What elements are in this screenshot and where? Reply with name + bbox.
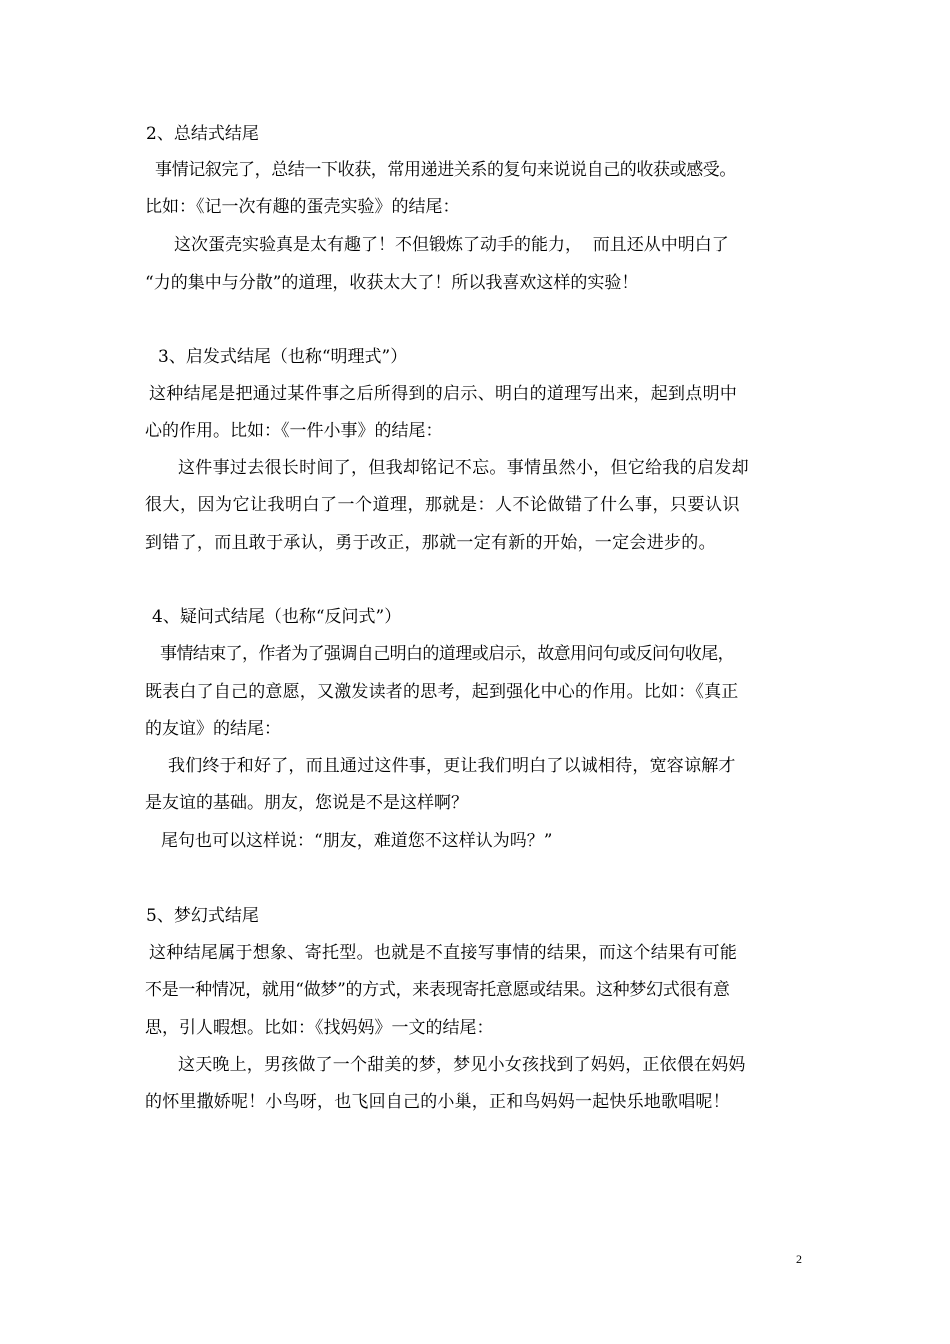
section-heading-dream: 5、梦幻式结尾 (146, 906, 259, 926)
section-heading-question: 4、疑问式结尾（也称“反问式”） (152, 607, 402, 627)
section-inspiration-example-line: 到错了，而且敢于承认，勇于改正，那就一定有新的开始，一定会进步的。 (145, 533, 716, 553)
section-summary-example-line: 这次蛋壳实验真是太有趣了！不但锻炼了动手的能力， 而且还从中明白了 (174, 235, 729, 255)
page-number: 2 (796, 1252, 802, 1266)
section-heading-inspiration: 3、启发式结尾（也称“明理式”） (158, 347, 408, 367)
section-question-intro-line: 既表白了自己的意愿，又激发读者的思考，起到强化中心的作用。比如：《真正 (145, 682, 739, 702)
section-dream-example-line: 的怀里撒娇呢！小鸟呀，也飞回自己的小巢，正和鸟妈妈一起快乐地歌唱呢！ (145, 1092, 730, 1112)
section-dream-intro-line: 思，引人暇想。比如：《找妈妈》一文的结尾： (145, 1018, 494, 1038)
section-question-example-line: 是友谊的基础。朋友，您说是不是这样啊？ (145, 793, 468, 813)
section-question-intro-line: 的友谊》的结尾： (145, 719, 281, 739)
section-question-example-line: 我们终于和好了，而且通过这件事，更让我们明白了以诚相待，宽容谅解才 (168, 756, 736, 776)
section-question-intro-line: 事情结束了，作者为了强调自己明白的道理或启示，故意用问句或反问句收尾， (160, 644, 734, 664)
section-summary-intro-line: 比如：《记一次有趣的蛋壳实验》的结尾： (145, 197, 460, 217)
section-inspiration-example-line: 这件事过去很长时间了，但我却铭记不忘。事情虽然小，但它给我的启发却 (178, 458, 749, 478)
section-dream-example-line: 这天晚上，男孩做了一个甜美的梦，梦见小女孩找到了妈妈，正依偎在妈妈 (178, 1055, 746, 1075)
section-dream-intro-line: 这种结尾属于想象、寄托型。也就是不直接写事情的结果，而这个结果有可能 (149, 943, 738, 963)
section-summary-intro-line: 事情记叙完了，总结一下收获，常用递进关系的复句来说说自己的收获或感受。 (155, 160, 736, 180)
section-inspiration-example-line: 很大，因为它让我明白了一个道理，那就是：人不论做错了什么事，只要认识 (145, 495, 740, 515)
section-inspiration-intro-line: 心的作用。比如：《一件小事》的结尾： (145, 421, 443, 441)
section-heading-summary: 2、总结式结尾 (146, 124, 259, 144)
section-question-note: 尾句也可以这样说：“朋友，难道您不这样认为吗？” (161, 831, 553, 851)
section-dream-intro-line: 不是一种情况，就用“做梦”的方式，来表现寄托意愿或结果。这种梦幻式很有意 (145, 980, 730, 1000)
section-summary-example-line: “力的集中与分散”的道理，收获太大了！所以我喜欢这样的实验！ (145, 273, 639, 293)
section-inspiration-intro-line: 这种结尾是把通过某件事之后所得到的启示、明白的道理写出来，起到点明中 (149, 384, 738, 404)
